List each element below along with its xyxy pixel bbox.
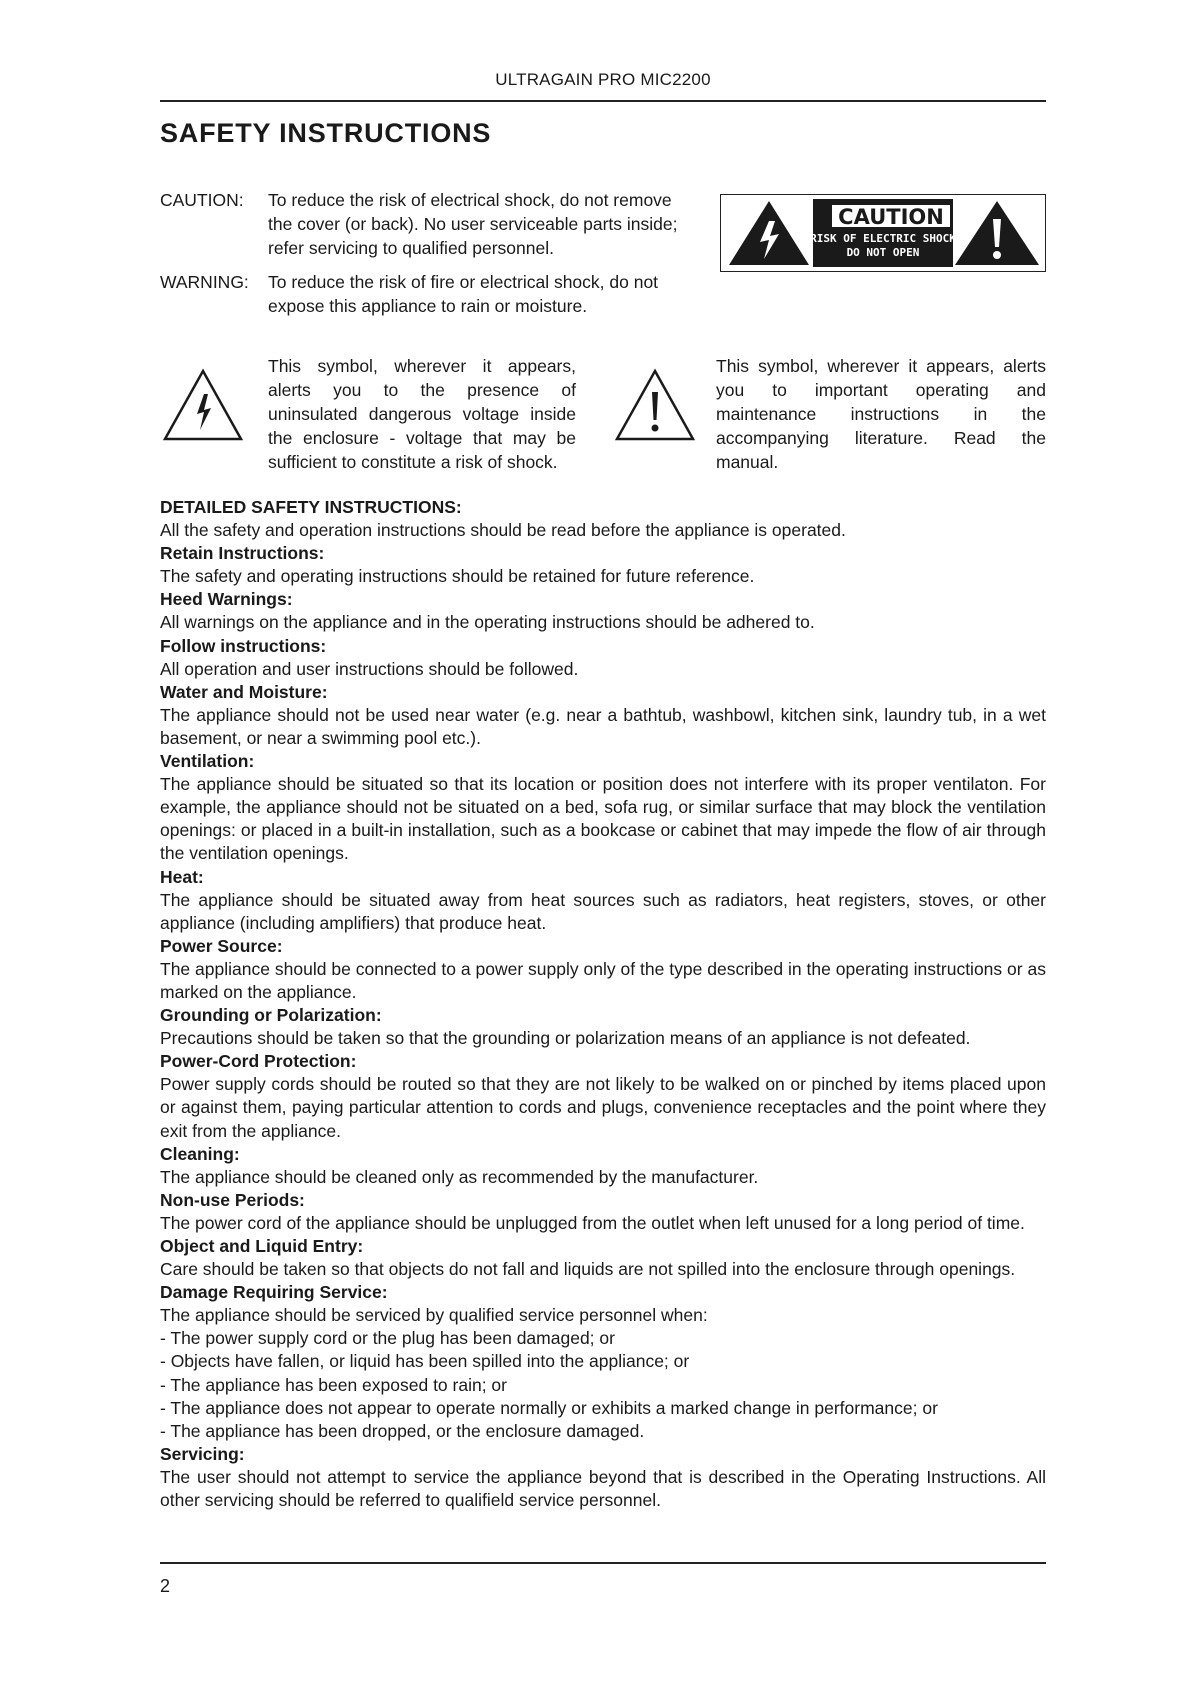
section-text: Precautions should be taken so that the grounding or polarization means of an appliance is not defeated. — [160, 1028, 971, 1049]
section-heading: Heed Warnings: — [160, 589, 293, 610]
section-heading: Damage Requiring Service: — [160, 1282, 388, 1303]
section-heading: Object and Liquid Entry: — [160, 1236, 364, 1256]
section-text: All warnings on the appliance and in the operating instructions should be adhered to. — [160, 612, 815, 633]
section-text: - The appliance does not appear to operate normally or exhibits a marked change in performance; or — [160, 1397, 938, 1418]
caution-box-line1: RISK OF ELECTRIC SHOCK — [810, 232, 956, 245]
section-heading: Power Source: — [160, 935, 283, 956]
section-heading: Water and Moisture: — [160, 681, 328, 702]
details-intro: All the safety and operation instructions should be read before the appliance is operated. — [160, 520, 846, 541]
section-text: - The power supply cord or the plug has been damaged; or — [160, 1328, 615, 1349]
footer-rule — [160, 1562, 1046, 1564]
warning-text: To reduce the risk of fire or electrical shock, do not expose this appliance to rain or moisture. — [268, 272, 659, 316]
section-heading: Power-Cord Protection: — [160, 1051, 357, 1072]
section-text: The appliance should be connected to a power supply only of the type described in the operating instructions or as marked on the appliance. — [160, 958, 1046, 1002]
section-text: The user should not attempt to service the appliance beyond that is described in the Operating Instructions. All other servicing should be referred to qualifield service personnel. — [160, 1466, 1046, 1511]
section-text: - Objects have fallen, or liquid has been spilled into the appliance; or — [160, 1351, 690, 1372]
section-text: The safety and operating instructions should be retained for future reference. — [160, 566, 755, 587]
section-heading: Non-use Periods: — [160, 1189, 305, 1210]
caution-text: To reduce the risk of electrical shock, do not remove the cover (or back). No user serviceable parts inside; refer servicing to qualified personnel. — [268, 190, 678, 258]
section-text: The power cord of the appliance should be unplugged from the outlet when left unused for a long period of time. — [160, 1212, 1025, 1233]
warning-notice — [160, 270, 695, 318]
header-rule — [160, 100, 1046, 102]
section-heading: Retain Instructions: — [160, 543, 325, 564]
section-heading: Grounding or Polarization: — [160, 1005, 382, 1026]
section-heading: Heat: — [160, 866, 204, 887]
page-number: 2 — [160, 1576, 171, 1596]
voltage-symbol-text: This symbol, wherever it appears, alerts you to the presence of uninsulated dangerous voltage inside the enclosure - voltage that may be sufficient to constitute a risk of shock. — [268, 356, 576, 472]
running-header: ULTRAGAIN PRO MIC2200 — [495, 70, 711, 89]
caution-label: CAUTION: — [160, 190, 244, 210]
section-heading: Follow instructions: — [160, 635, 327, 656]
lightning-triangle-icon — [729, 201, 809, 265]
section-text: The appliance should be cleaned only as recommended by the manufacturer. — [160, 1166, 759, 1187]
caution-box-line2: DO NOT OPEN — [846, 246, 920, 259]
section-text: Care should be taken so that objects do not fall and liquids are not spilled into the enclosure through openings. — [160, 1259, 1016, 1280]
caution-label-box — [720, 194, 1046, 272]
section-heading: Cleaning: — [160, 1143, 240, 1164]
caution-notice — [160, 188, 695, 260]
exclamation-symbol-text: This symbol, wherever it appears, alerts you to important operating and maintenance instructions in the accompanying literature. Read the manual. — [716, 356, 1046, 472]
section-text: The appliance should be situated away from heat sources such as radiators, heat registers, stoves, or other appliance (including amplifiers) that produce heat. — [160, 889, 1046, 933]
detailed-instructions — [160, 496, 1046, 1512]
voltage-warning-icon — [162, 368, 244, 447]
section-text: The appliance should not be used near water (e.g. near a bathtub, washbowl, kitchen sink, laundry tub, in a wet basement, or near a swimming pool etc.). — [160, 704, 1046, 748]
section-text: Power supply cords should be routed so that they are not likely to be walked on or pinched by items placed upon or against them, paying particular attention to cords and plugs, convenience receptacles and the point where they exit from the appliance. — [160, 1074, 1046, 1141]
exclamation-warning-icon — [614, 368, 696, 447]
section-text: All operation and user instructions should be followed. — [160, 658, 579, 679]
section-text: - The appliance has been exposed to rain; or — [160, 1374, 507, 1395]
exclamation-triangle-icon — [955, 201, 1039, 265]
details-heading: DETAILED SAFETY INSTRUCTIONS: — [160, 497, 462, 517]
warning-label: WARNING: — [160, 272, 249, 292]
section-heading: Ventilation: — [160, 751, 255, 772]
caution-box-heading: CAUTION — [838, 205, 944, 229]
section-text: - The appliance has been dropped, or the enclosure damaged. — [160, 1420, 645, 1441]
page-title: SAFETY INSTRUCTIONS — [160, 118, 492, 148]
section-text: The appliance should be situated so that its location or position does not interfere with its proper ventilaton. For example, the appliance should not be situated on a bed, sofa rug, or similar surface that may block the ventilation openings: or placed in a built-in installation, such as a bookcase or cabinet that may impede the flow of air through the ventilation openings. — [160, 774, 1046, 864]
section-heading: Servicing: — [160, 1443, 245, 1464]
section-text: The appliance should be serviced by qualified service personnel when: — [160, 1305, 708, 1326]
